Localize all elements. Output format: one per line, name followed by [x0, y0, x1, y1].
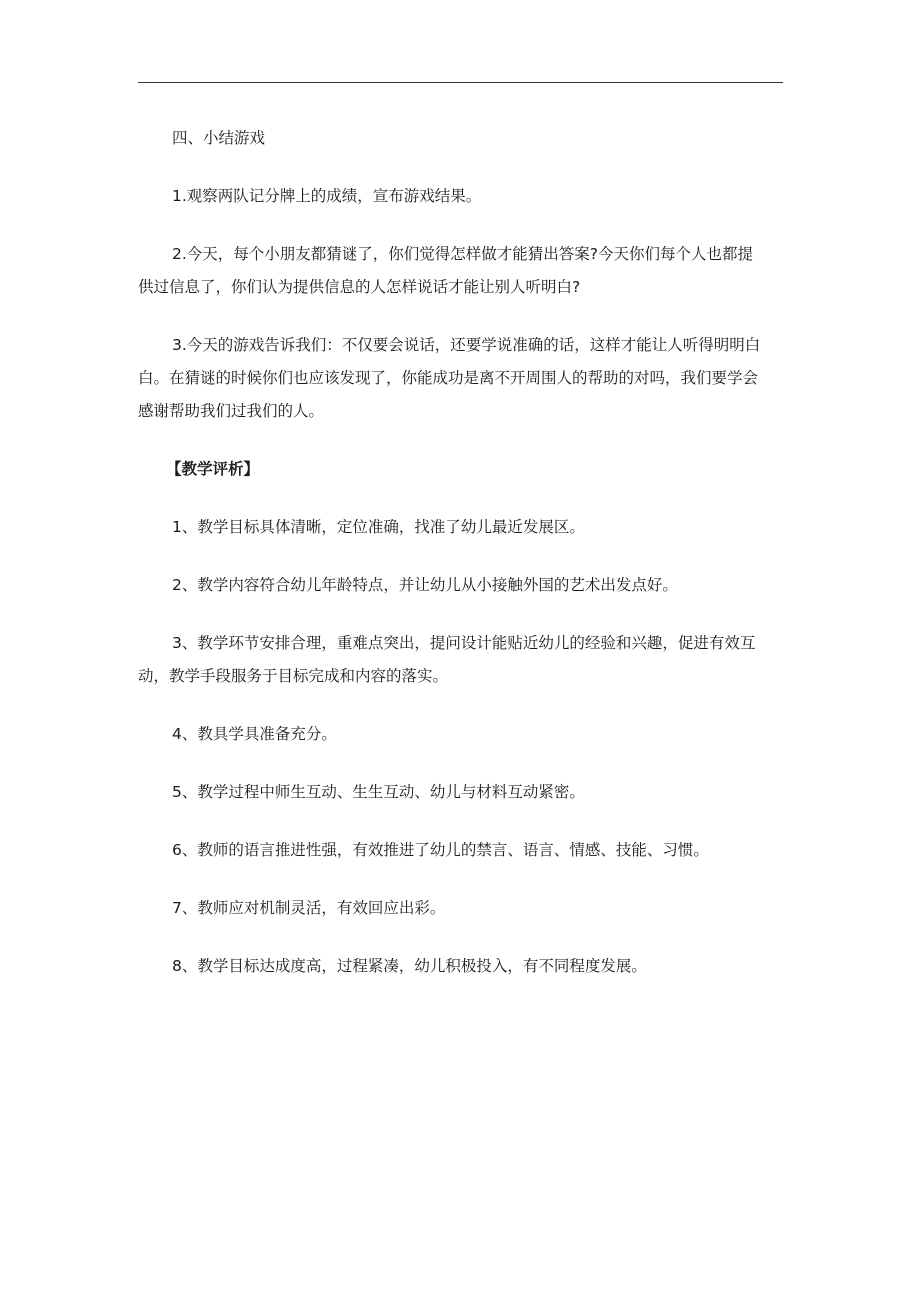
summary-item-3 [138, 329, 783, 428]
evaluation-item-3-line-1: 3、教学环节安排合理，重难点突出，提问设计能贴近幼儿的经验和兴趣，促进有效互 [172, 634, 756, 652]
summary-item-2-line-1: 2.今天，每个小朋友都猜谜了，你们觉得怎样做才能猜出答案?今天你们每个人也都提 [172, 245, 754, 263]
evaluation-item-3 [138, 627, 783, 693]
summary-item-2-line-2: 供过信息了，你们认为提供信息的人怎样说话才能让别人听明白? [138, 278, 581, 296]
evaluation-item-5: 5、教学过程中师生互动、生生互动、幼儿与材料互动紧密。 [172, 783, 585, 801]
evaluation-item-1: 1、教学目标具体清晰，定位准确，找准了幼儿最近发展区。 [172, 518, 585, 536]
evaluation-item-2: 2、教学内容符合幼儿年龄特点，并让幼儿从小接触外国的艺术出发点好。 [172, 576, 678, 594]
evaluation-heading: 【教学评析】 [166, 460, 260, 478]
summary-item-3-line-1: 3.今天的游戏告诉我们：不仅要会说话，还要学说准确的话，这样才能让人听得明明白 [172, 336, 761, 354]
summary-item-3-line-2: 白。在猜谜的时候你们也应该发现了，你能成功是离不开周围人的帮助的对吗，我们要学会 [138, 369, 759, 387]
summary-item-1: 1.观察两队记分牌上的成绩，宣布游戏结果。 [172, 187, 482, 205]
summary-item-3-line-3: 感谢帮助我们过我们的人。 [138, 402, 325, 420]
header-rule [138, 82, 783, 83]
evaluation-item-6: 6、教师的语言推进性强，有效推进了幼儿的禁言、语言、情感、技能、习惯。 [172, 841, 709, 859]
section-title: 四、小结游戏 [172, 129, 266, 147]
document-body [138, 122, 783, 1008]
evaluation-item-8: 8、教学目标达成度高，过程紧凑，幼儿积极投入，有不同程度发展。 [172, 957, 647, 975]
evaluation-item-3-line-2: 动，教学手段服务于目标完成和内容的落实。 [138, 667, 449, 685]
evaluation-item-4: 4、教具学具准备充分。 [172, 725, 337, 743]
evaluation-item-7: 7、教师应对机制灵活，有效回应出彩。 [172, 899, 446, 917]
summary-item-2 [138, 238, 783, 304]
